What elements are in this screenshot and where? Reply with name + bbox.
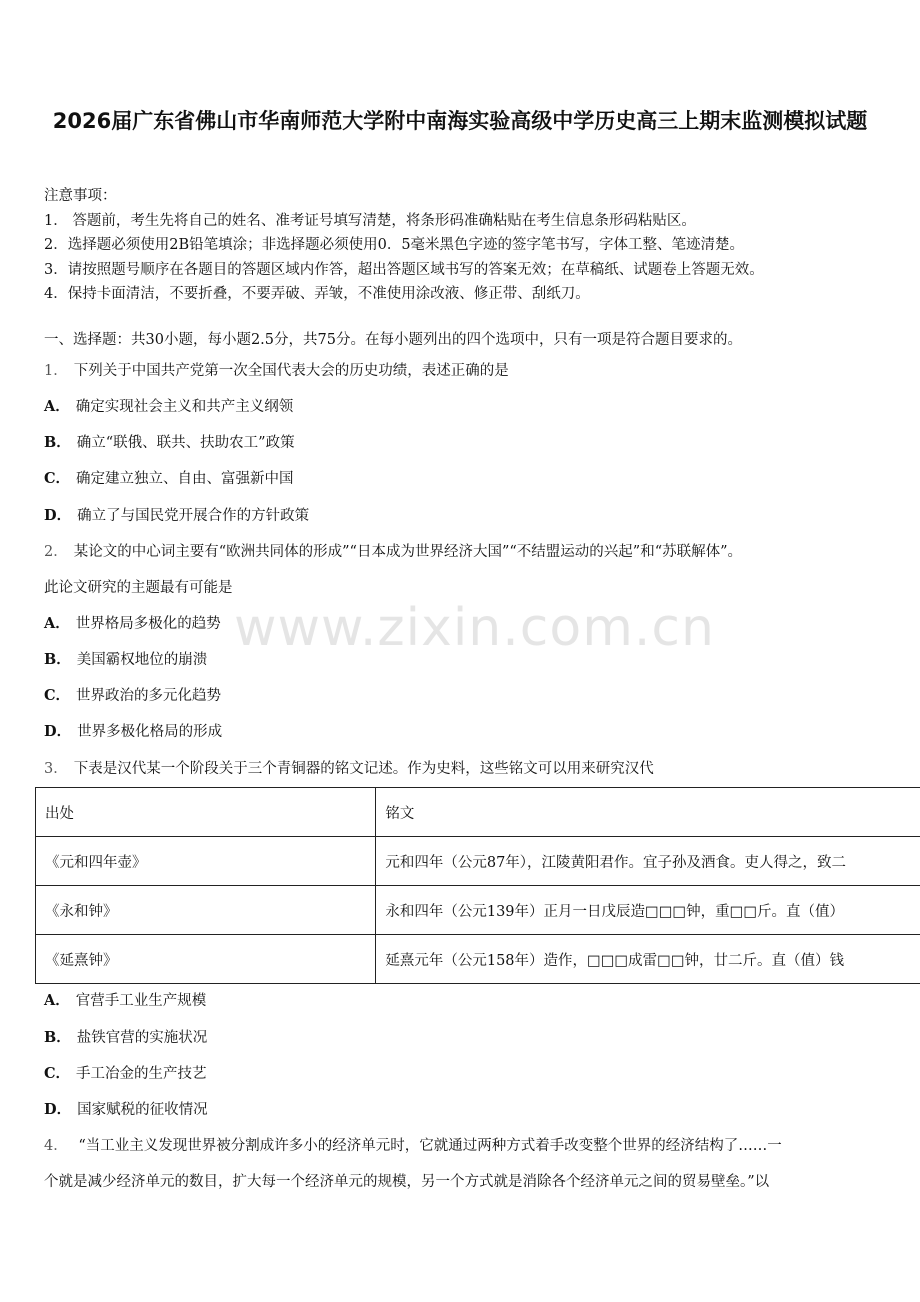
table-header-source: 出处 <box>36 788 376 837</box>
option-2b: B． 美国霸权地位的崩溃 <box>44 651 208 668</box>
question-4-stem-cont: 个就是减少经济单元的数目，扩大每一个经济单元的规模，另一个方式就是消除各个经济单元之间的贸易壁垒。”以 <box>44 1174 770 1190</box>
table-cell: 延熹元年（公元158年）造作，□□□成雷□□钟，廿二斤。直（值）钱 <box>376 935 920 984</box>
option-3d: D． 国家赋税的征收情况 <box>44 1101 208 1118</box>
table-cell: 元和四年（公元87年），江陵黄阳君作。宜子孙及酒食。吏人得之，致二 <box>376 837 920 886</box>
table-header-inscription: 铭文 <box>376 788 920 837</box>
notice-item: 1． 答题前，考生先将自己的姓名、准考证号填写清楚，将条形码准确粘贴在考生信息条形码粘贴区。 <box>44 212 696 229</box>
option-3b: B． 盐铁官营的实施状况 <box>44 1029 208 1046</box>
question-3-stem: 3． 下表是汉代某一个阶段关于三个青铜器的铭文记述。作为史料，这些铭文可以用来研究汉代 <box>44 761 654 777</box>
question-number: 2． <box>44 544 68 560</box>
table-cell: 《永和钟》 <box>36 886 376 935</box>
table-cell: 《延熹钟》 <box>36 935 376 984</box>
table-row <box>36 935 920 984</box>
notice-item: 3．请按照题号顺序在各题目的答题区域内作答，超出答题区域书写的答案无效；在草稿纸、试题卷上答题无效。 <box>44 261 764 278</box>
option-3c: C． 手工冶金的生产技艺 <box>44 1065 207 1082</box>
watermark: www.zixin.com.cn <box>234 598 715 658</box>
question-number: 4． <box>44 1138 68 1154</box>
option-2a: A． 世界格局多极化的趋势 <box>44 615 221 632</box>
option-2c: C． 世界政治的多元化趋势 <box>44 687 222 704</box>
question-4-stem: 4． “当工业主义发现世界被分割成许多小的经济单元时，它就通过两种方式着手改变整个世界的经济结构了……一 <box>44 1138 782 1154</box>
question-2-stem-cont: 此论文研究的主题最有可能是 <box>44 580 233 596</box>
notice-item: 4．保持卡面清洁，不要折叠，不要弄破、弄皱，不准使用涂改液、修正带、刮纸刀。 <box>44 286 590 302</box>
section-heading: 一、选择题：共30小题，每小题2.5分，共75分。在每小题列出的四个选项中，只有一项是符合题目要求的。 <box>44 332 742 348</box>
table-cell: 永和四年（公元139年）正月一日戊辰造□□□钟，重□□斤。直（值） <box>376 886 920 935</box>
table-header-row <box>36 788 920 837</box>
question-2-stem: 2． 某论文的中心词主要有“欧洲共同体的形成”“日本成为世界经济大国”“不结盟运动的兴起”和“苏联解体”。 <box>44 544 743 560</box>
option-1c: C． 确定建立独立、自由、富强新中国 <box>44 470 294 487</box>
notice-heading: 注意事项： <box>44 188 117 204</box>
table-row <box>36 886 920 935</box>
table-cell: 《元和四年壶》 <box>36 837 376 886</box>
question-1-stem: 1． 下列关于中国共产党第一次全国代表大会的历史功绩，表述正确的是 <box>44 363 509 379</box>
option-2d: D． 世界多极化格局的形成 <box>44 723 223 740</box>
option-1d: D． 确立了与国民党开展合作的方针政策 <box>44 507 310 524</box>
option-1a: A． 确定实现社会主义和共产主义纲领 <box>44 398 294 415</box>
table-row <box>36 837 920 886</box>
page-title: 2026届广东省佛山市华南师范大学附中南海实验高级中学历史高三上期末监测模拟试题 <box>52 109 868 133</box>
question-number: 3． <box>44 761 68 777</box>
option-3a: A． 官营手工业生产规模 <box>44 992 207 1009</box>
notice-item: 2．选择题必须使用2B铅笔填涂；非选择题必须使用0．5毫米黑色字迹的签字笔书写，字体工整、笔迹清楚。 <box>44 237 745 253</box>
question-number: 1． <box>44 363 68 379</box>
inscription-table <box>35 787 920 984</box>
option-1b: B． 确立“联俄、联共、扶助农工”政策 <box>44 434 295 451</box>
notice-block <box>44 184 764 307</box>
